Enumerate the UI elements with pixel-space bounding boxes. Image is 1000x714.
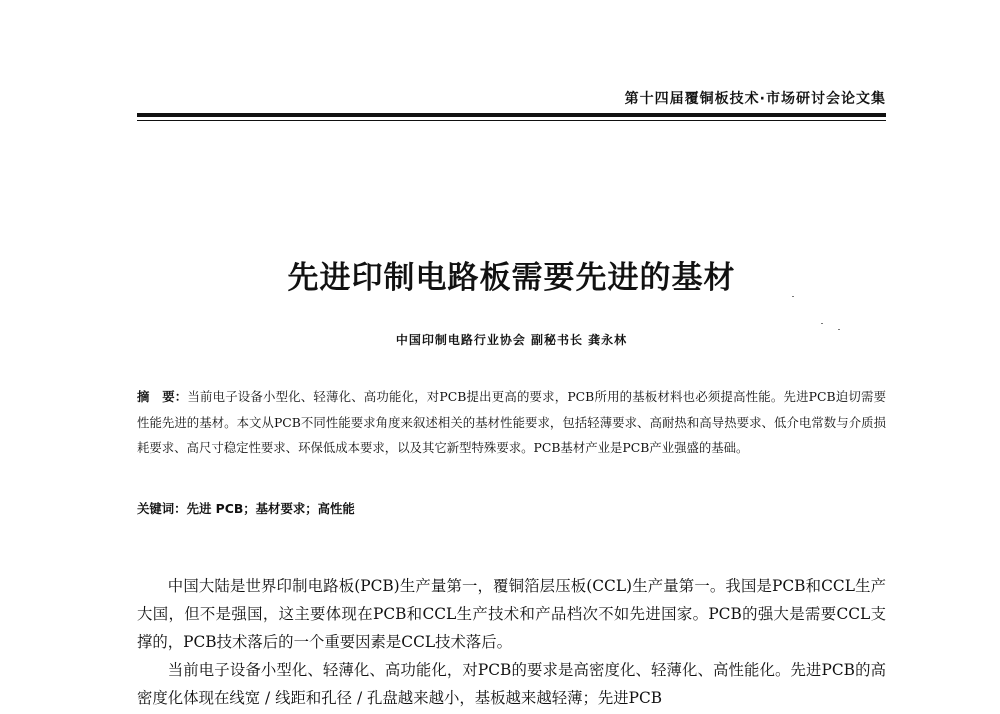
running-header: 第十四届覆铜板技术·市场研讨会论文集 — [624, 91, 886, 107]
keywords-label: 关键词： — [137, 501, 187, 516]
keywords — [137, 496, 886, 521]
body-paragraph: 中国大陆是世界印制电路板(PCB)生产量第一，覆铜箔层压板(CCL)生产量第一。我国是PCB和CCL生产大国，但不是强国，这主要体现在PCB和CCL生产技术和产品档次不如先进国家。PCB的强大是需要CCL支撑的，PCB技术落后的一个重要因素是CCL技术落后。 — [137, 577, 886, 651]
author-line: 中国印制电路行业协会 副秘书长 龚永林 — [395, 333, 628, 347]
scan-speck — [838, 329, 840, 330]
header-rule-thick — [137, 113, 886, 117]
body-text — [137, 572, 886, 712]
keywords-text: 先进 PCB；基材要求；高性能 — [186, 501, 355, 516]
article-title: 先进印制电路板需要先进的基材 — [287, 260, 736, 296]
scan-speck — [821, 323, 823, 324]
abstract-label: 摘 要： — [137, 389, 188, 404]
body-paragraph: 当前电子设备小型化、轻薄化、高功能化，对PCB的要求是高密度化、轻薄化、高性能化。先进PCB的高密度化体现在线宽 / 线距和孔径 / 孔盘越来越小，基板越来越轻薄；先进PCB — [137, 661, 886, 707]
scan-speck — [792, 296, 794, 297]
header-rule-thin — [137, 120, 886, 121]
abstract-text: 当前电子设备小型化、轻薄化、高功能化，对PCB提出更高的要求，PCB所用的基板材料也必须提高性能。先进PCB迫切需要性能先进的基材。本文从PCB不同性能要求角度来叙述相关的基材性能要求，包括轻薄要求、高耐热和高导热要求、低介电常数与介质损耗要求、高尺寸稳定性要求、环保低成本要求，以及其它新型特殊要求。PCB基材产业是PCB产业强盛的基础。 — [137, 389, 886, 455]
abstract — [137, 384, 886, 461]
